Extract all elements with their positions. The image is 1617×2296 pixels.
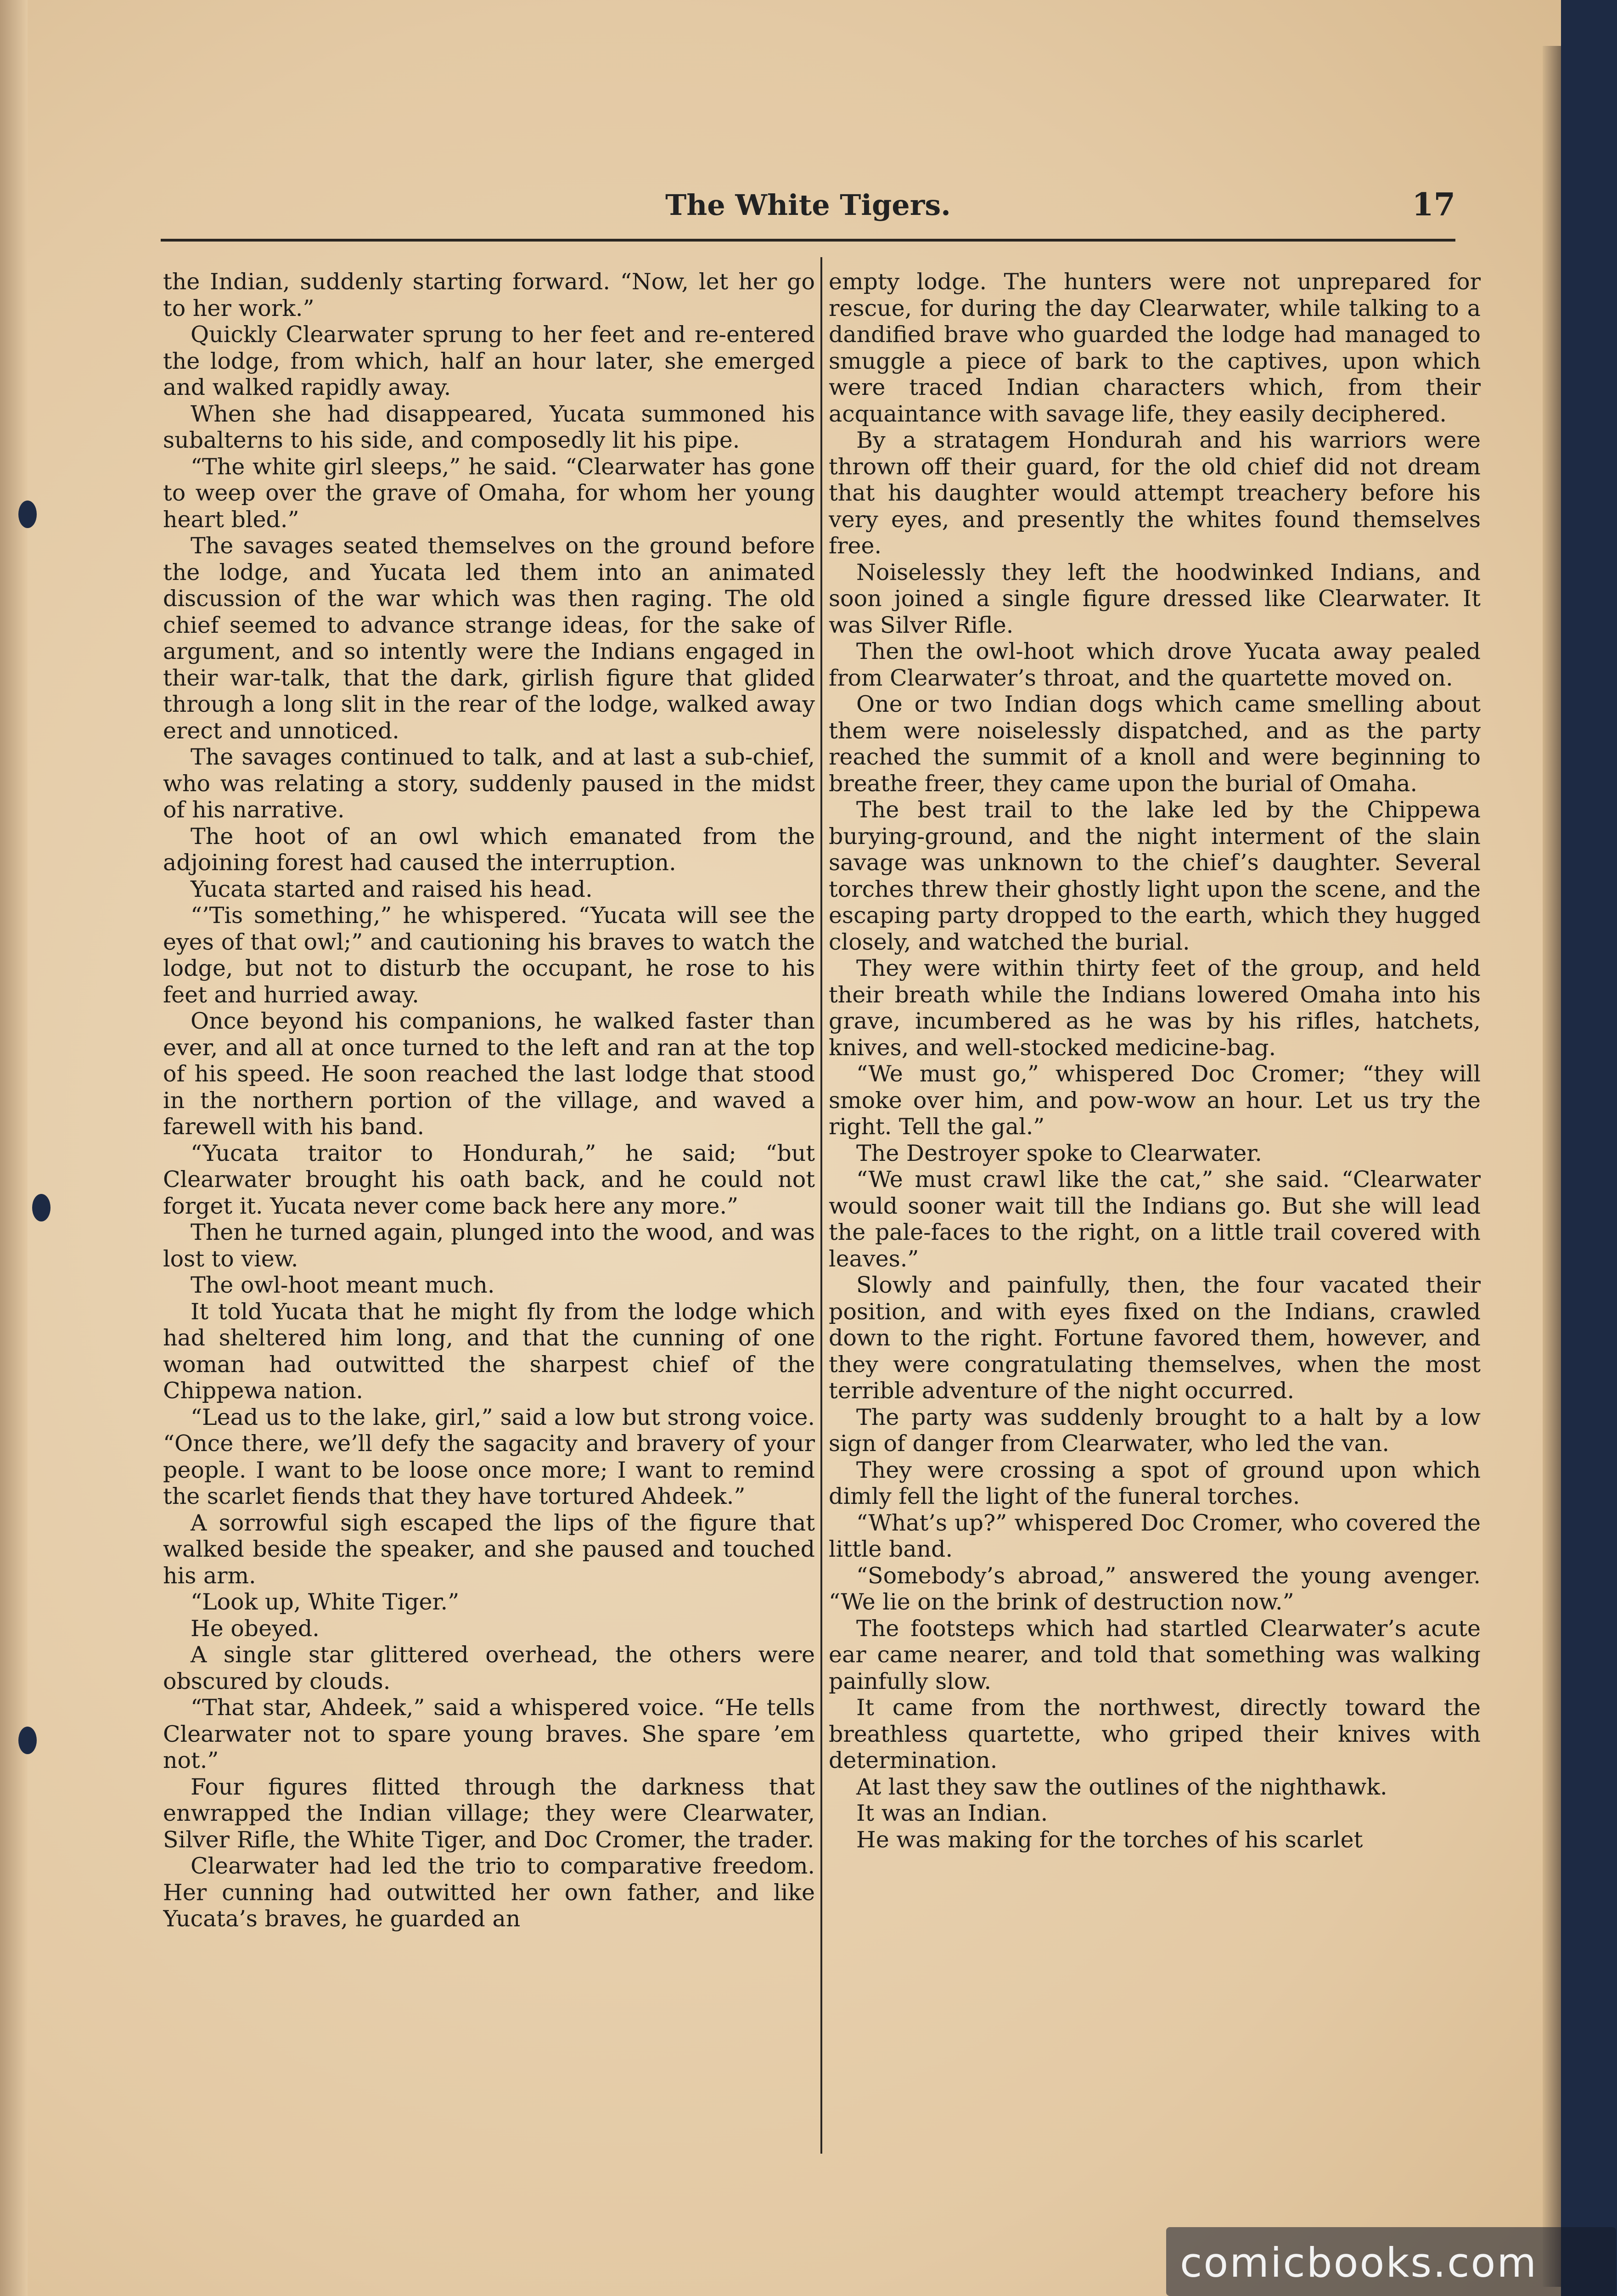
paragraph: Clearwater had led the trio to comparative freedom. Her cunning had outwitted her own father, and like Yucata’s braves, he guarded an	[163, 1853, 815, 1932]
paragraph: empty lodge. The hunters were not unprepared for rescue, for during the day Clearwater, while talking to a dandified brave who guarded the lodge had managed to smuggle a piece of bark to the captives, upon which were traced Indian characters which, from their acquaintance with savage life, they easily deciphered.	[829, 269, 1481, 427]
paragraph: One or two Indian dogs which came smelling about them were noiselessly dispatched, and as the party reached the summit of a knoll and were beginning to breathe freer, they came upon the burial of Omaha.	[829, 691, 1481, 797]
paragraph: “’Tis something,” he whispered. “Yucata will see the eyes of that owl;” and cautioning his braves to watch the lodge, but not to disturb the occupant, he rose to his feet and hurried away.	[163, 902, 815, 1008]
paragraph: The Destroyer spoke to Clearwater.	[856, 1140, 1262, 1166]
paragraph: He obeyed.	[191, 1615, 320, 1642]
paragraph: “Look up, White Tiger.”	[191, 1589, 460, 1615]
paragraph: The hoot of an owl which emanated from the adjoining forest had caused the interruption.	[163, 823, 815, 876]
paragraph: “What’s up?” whispered Doc Cromer, who covered the little band.	[829, 1509, 1481, 1562]
paragraph: Yucata started and raised his head.	[191, 876, 593, 902]
watermark	[1166, 2227, 1616, 2296]
paragraph: It came from the northwest, directly toward the breathless quartette, who griped their knives with determination.	[829, 1694, 1481, 1773]
paragraph: The savages seated themselves on the ground before the lodge, and Yucata led them into an animated discussion of the war which was then raging. The old chief seemed to advance strange ideas, for the sake of argument, and so intently were the Indians engaged in their war-talk, that the dark, girlish figure that glided through a long slit in the rear of the lodge, walked away erect and unnoticed.	[163, 533, 815, 744]
paragraph: The party was suddenly brought to a halt by a low sign of danger from Clearwater, who led the van.	[829, 1404, 1481, 1457]
paragraph: Slowly and painfully, then, the four vacated their position, and with eyes fixed on the Indians, crawled down to the right. Fortune favored them, however, and they were congratulating themselves, when the most terrible adventure of the night occurred.	[829, 1272, 1481, 1404]
paragraph: Quickly Clearwater sprung to her feet and re-entered the lodge, from which, half an hour later, she emerged and walked rapidly away.	[163, 321, 815, 400]
page-number: 17	[1412, 186, 1455, 223]
right-column	[829, 269, 1481, 2147]
paragraph: Then he turned again, plunged into the wood, and was lost to view.	[163, 1219, 815, 1272]
left-column	[163, 269, 815, 2147]
paragraph: When she had disappeared, Yucata summoned his subalterns to his side, and composedly lit his pipe.	[163, 400, 815, 453]
binding-edge	[0, 0, 28, 2296]
paragraph: The savages continued to talk, and at last a sub-chief, who was relating a story, suddenly paused in the midst of his narrative.	[163, 744, 815, 823]
binding-hole	[18, 1727, 37, 1754]
paragraph: At last they saw the outlines of the nighthawk.	[856, 1773, 1387, 1800]
paragraph: By a stratagem Hondurah and his warriors were thrown off their guard, for the old chief did not dream that his daughter would attempt treachery before his very eyes, and presently the whites found themselves free.	[829, 427, 1481, 559]
binding-hole	[18, 501, 37, 528]
paragraph: “Lead us to the lake, girl,” said a low but strong voice. “Once there, we’ll defy the sagacity and bravery of your people. I want to be loose once more; I want to remind the scarlet fiends that they have tortured Ahdeek.”	[163, 1404, 815, 1509]
page-edge-shadow	[1543, 46, 1561, 2287]
paragraph: “Somebody’s abroad,” answered the young avenger. “We lie on the brink of destruction now.”	[829, 1562, 1481, 1615]
paragraph: “Yucata traitor to Hondurah,” he said; “but Clearwater brought his oath back, and he could not forget it. Yucata never come back here any more.”	[163, 1140, 815, 1219]
paragraph: A sorrowful sigh escaped the lips of the figure that walked beside the speaker, and she paused and touched his arm.	[163, 1509, 815, 1589]
paragraph: It was an Indian.	[856, 1800, 1048, 1826]
paragraph: “The white girl sleeps,” he said. “Clearwater has gone to weep over the grave of Omaha, for whom her young heart bled.”	[163, 453, 815, 533]
paragraph: They were within thirty feet of the group, and held their breath while the Indians lowered Omaha into his grave, incumbered as he was by his rifles, hatchets, knives, and well-stocked medicine-bag.	[829, 955, 1481, 1061]
paragraph: “That star, Ahdeek,” said a whispered voice. “He tells Clearwater not to spare young braves. She spare ’em not.”	[163, 1694, 815, 1773]
watermark-text: comicbooks.com	[1180, 2239, 1538, 2286]
binding-hole	[32, 1194, 51, 1221]
paragraph: It told Yucata that he might fly from the lodge which had sheltered him long, and that the cunning of one woman had outwitted the sharpest chief of the Chippewa nation.	[163, 1298, 815, 1404]
column-divider	[820, 257, 822, 2154]
paragraph: Once beyond his companions, he walked faster than ever, and all at once turned to the left and ran at the top of his speed. He soon reached the last lodge that stood in the northern portion of the village, and waved a farewell with his band.	[163, 1008, 815, 1140]
paragraph: The best trail to the lake led by the Chippewa burying-ground, and the night interment of the slain savage was unknown to the chief’s daughter. Several torches threw their ghostly light upon the scene, and the escaping party dropped to the earth, which they hugged closely, and watched the burial.	[829, 797, 1481, 955]
header-rule	[161, 239, 1455, 242]
paragraph: the Indian, suddenly starting forward. “Now, let her go to her work.”	[163, 269, 815, 321]
running-title: The White Tigers.	[665, 188, 951, 222]
paragraph: “We must crawl like the cat,” she said. “Clearwater would sooner wait till the Indians go. But she will lead the pale-faces to the right, on a little trail covered with leaves.”	[829, 1166, 1481, 1272]
paragraph: Noiselessly they left the hoodwinked Indians, and soon joined a single figure dressed like Clearwater. It was Silver Rifle.	[829, 559, 1481, 638]
paragraph: He was making for the torches of his scarlet	[856, 1826, 1363, 1853]
paragraph: Then the owl-hoot which drove Yucata away pealed from Clearwater’s throat, and the quartette moved on.	[829, 638, 1481, 691]
paragraph: A single star glittered overhead, the others were obscured by clouds.	[163, 1642, 815, 1694]
page-header	[161, 188, 1455, 230]
paragraph: They were crossing a spot of ground upon which dimly fell the light of the funeral torches.	[829, 1457, 1481, 1509]
paragraph: Four figures flitted through the darkness that enwrapped the Indian village; they were Clearwater, Silver Rifle, the White Tiger, and Doc Cromer, the trader.	[163, 1773, 815, 1853]
paragraph: The owl-hoot meant much.	[191, 1272, 495, 1298]
paragraph: The footsteps which had startled Clearwater’s acute ear came nearer, and told that something was walking painfully slow.	[829, 1615, 1481, 1694]
paragraph: “We must go,” whispered Doc Cromer; “they will smoke over him, and pow-wow an hour. Let us try the right. Tell the gal.”	[829, 1061, 1481, 1140]
